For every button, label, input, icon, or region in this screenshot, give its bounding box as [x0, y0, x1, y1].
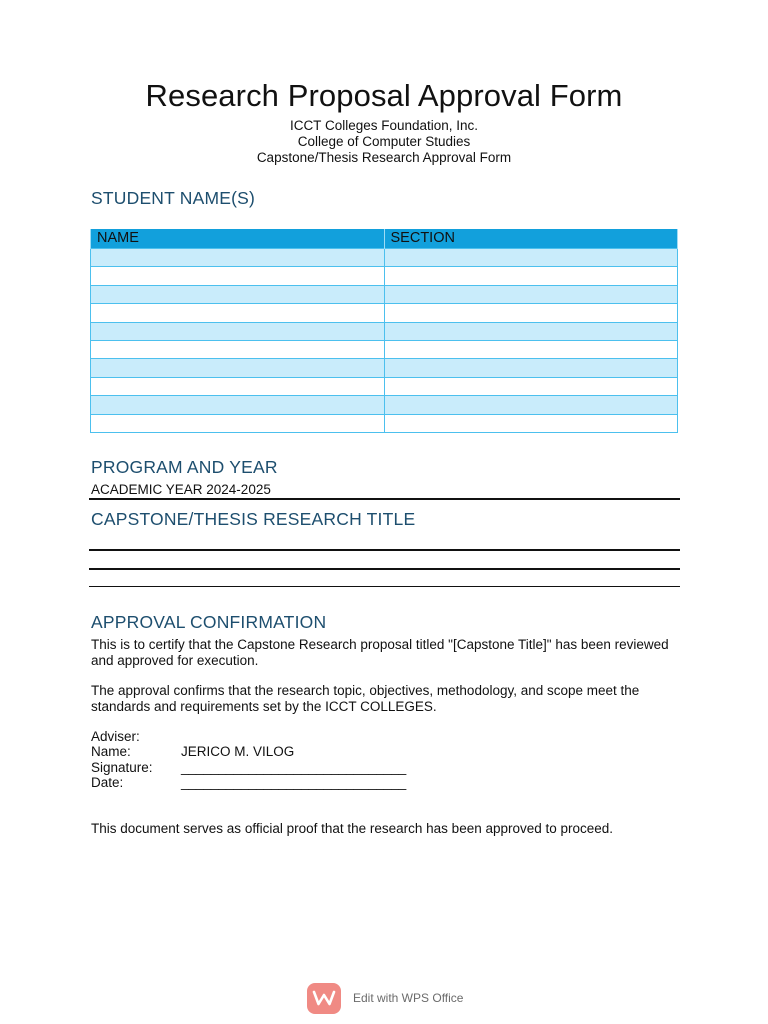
academic-year-underline	[89, 498, 680, 500]
research-title-line-3[interactable]	[89, 586, 680, 587]
page-title: Research Proposal Approval Form	[145, 78, 623, 113]
section-cell[interactable]	[384, 304, 678, 322]
academic-year-value[interactable]: ACADEMIC YEAR 2024-2025	[91, 482, 271, 497]
research-title-line-2[interactable]	[89, 568, 680, 570]
name-cell[interactable]	[91, 340, 385, 358]
edit-with-wps-link[interactable]: Edit with WPS Office	[353, 991, 464, 1005]
table-row	[91, 359, 678, 377]
section-cell[interactable]	[384, 396, 678, 414]
table-row	[91, 249, 678, 267]
program-and-year-heading: PROGRAM AND YEAR	[91, 457, 278, 477]
name-cell[interactable]	[91, 322, 385, 340]
wps-edit-footer[interactable]	[307, 982, 463, 1014]
subheader-line-3: Capstone/Thesis Research Approval Form	[256, 150, 512, 165]
table-row	[91, 285, 678, 303]
name-column-header: NAME	[91, 229, 385, 249]
approval-paragraph-2: The approval confirms that the research topic, objectives, methodology, and scope meet the standards and requirements set by the ICCT COLLEGES.	[91, 683, 640, 714]
name-cell[interactable]	[91, 285, 385, 303]
section-column-header: SECTION	[384, 229, 678, 249]
name-cell[interactable]	[91, 304, 385, 322]
table-header-row	[91, 229, 678, 249]
approval-confirmation-heading: APPROVAL CONFIRMATION	[91, 612, 327, 632]
subheader-line-1: ICCT Colleges Foundation, Inc.	[289, 118, 479, 133]
research-title-line-1[interactable]	[89, 549, 680, 551]
signature-line[interactable]: ______________________________	[181, 760, 407, 775]
table-row	[91, 322, 678, 340]
student-names-table	[90, 229, 678, 433]
section-cell[interactable]	[384, 249, 678, 267]
name-cell[interactable]	[91, 267, 385, 285]
table-row	[91, 396, 678, 414]
section-cell[interactable]	[384, 285, 678, 303]
section-cell[interactable]	[384, 267, 678, 285]
research-title-heading: CAPSTONE/THESIS RESEARCH TITLE	[91, 509, 416, 529]
table-row	[91, 304, 678, 322]
table-row	[91, 340, 678, 358]
table-row	[91, 377, 678, 395]
table-row	[91, 414, 678, 432]
wps-office-logo-icon[interactable]	[307, 983, 341, 1014]
section-cell[interactable]	[384, 414, 678, 432]
signature-label: Signature:	[91, 760, 153, 775]
date-label: Date:	[91, 775, 124, 790]
subheader-line-2: College of Computer Studies	[297, 134, 471, 149]
name-cell[interactable]	[91, 396, 385, 414]
section-cell[interactable]	[384, 322, 678, 340]
name-label: Name:	[91, 744, 131, 759]
approval-paragraph-1: This is to certify that the Capstone Research proposal titled "[Capstone Title]" has been reviewed and approved for execution.	[91, 637, 669, 668]
section-cell[interactable]	[384, 377, 678, 395]
student-names-heading: STUDENT NAME(S)	[91, 188, 256, 208]
wps-w-glyph-icon	[312, 989, 336, 1007]
adviser-name-value: JERICO M. VILOG	[181, 744, 295, 759]
table-row	[91, 267, 678, 285]
name-cell[interactable]	[91, 249, 385, 267]
name-cell[interactable]	[91, 377, 385, 395]
date-line[interactable]: ______________________________	[181, 775, 407, 790]
section-cell[interactable]	[384, 340, 678, 358]
section-cell[interactable]	[384, 359, 678, 377]
closing-statement: This document serves as official proof that the research has been approved to proceed.	[91, 821, 614, 836]
name-cell[interactable]	[91, 359, 385, 377]
adviser-label: Adviser:	[91, 729, 140, 744]
name-cell[interactable]	[91, 414, 385, 432]
